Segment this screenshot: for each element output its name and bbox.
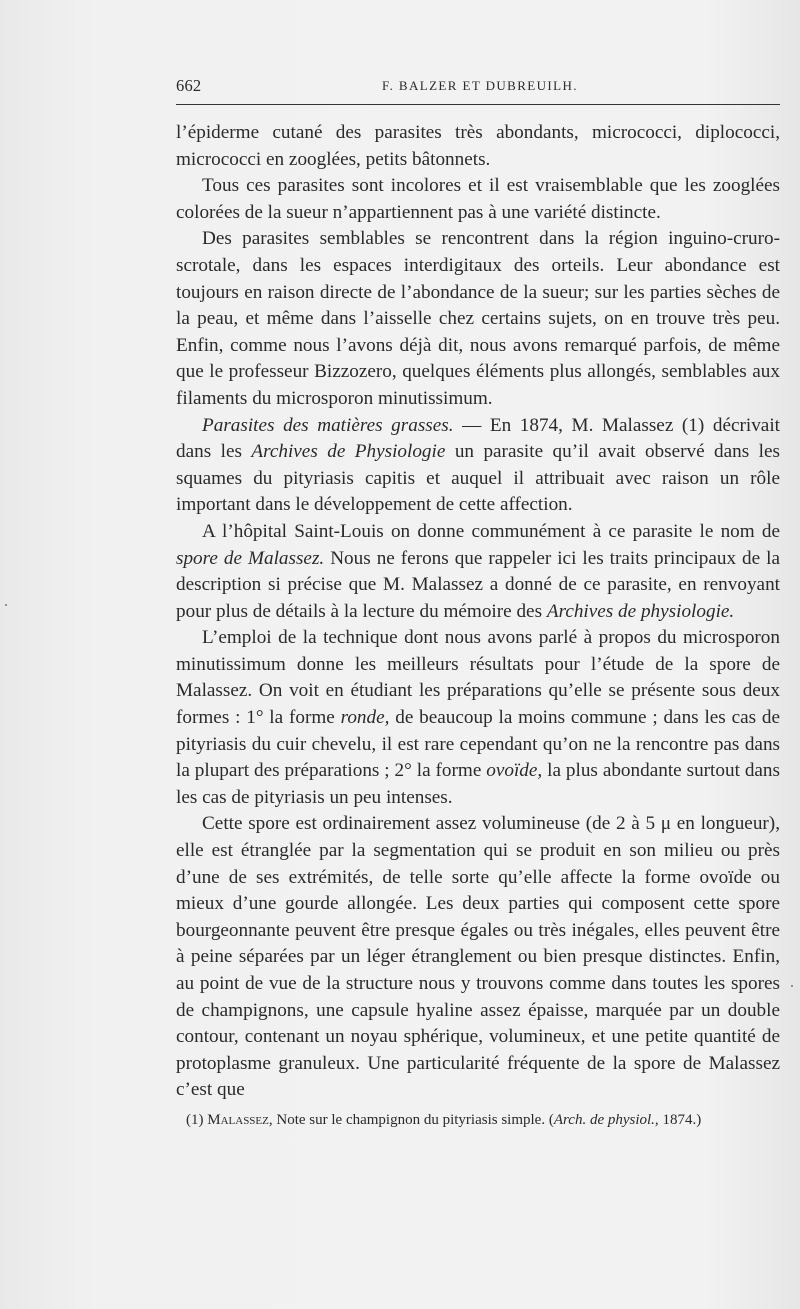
footnote-year: 1874.) — [658, 1112, 702, 1128]
text-run: Nous ne ferons que rappeler ici les traits principaux de la description si précise que M. Malassez a donné de ce parasite, en renvoyant pour plus de détails à la lecture du mémoire des — [176, 547, 780, 622]
paragraph — [176, 811, 780, 1104]
text-run: l’épiderme cutané des parasites très abondants, micrococci, diplococci, micrococci en zooglées, petits bâtonnets. — [176, 122, 780, 170]
text-run: Cette spore est ordinairement assez volumineuse (de 2 à 5 μ en longueur), elle est étranglée par la segmentation qui se produit en son milieu ou près d’une de ses extrémités, de telle sorte qu’elle affecte la forme ovoïde ou mieux d’une gourde allongée. Les deux parties qui composent cette spore bourgeonnante peuvent être presque égales ou très inégales, elles peuvent être à peine séparées par un léger étranglement ou bien presque distinctes. Enfin, au point de vue de la structure nous y trouvons comme dans toutes les spores de champignons, une capsule hyaline assez épaisse, marquée par un double contour, contenant un noyau sphérique, volumineux, et une petite quantité de protoplasme granuleux. Une particularité fréquente de la spore de Malassez c’est que — [176, 813, 780, 1101]
paragraph — [176, 226, 780, 412]
footnote-author: Malassez, — [207, 1112, 273, 1128]
running-head: F. BALZER ET DUBREUILH. — [382, 78, 578, 93]
text-run: la plus abondante surtout dans les cas de pityriasis un peu intenses. — [176, 760, 780, 808]
page-speck — [791, 985, 793, 987]
footnote-text: Note sur le champignon du pityriasis simple. ( — [272, 1112, 554, 1128]
paragraph — [176, 625, 780, 811]
italic-text: Parasites des matières grasses. — [202, 414, 454, 436]
italic-text: Archives de Physiologie — [251, 441, 446, 463]
paragraph — [176, 413, 780, 519]
italic-text: ronde, — [340, 707, 390, 729]
text-run: A l’hôpital Saint-Louis on donne communément à ce parasite le nom de — [202, 520, 780, 542]
page-speck — [5, 604, 7, 606]
text-run: de beaucoup la moins commune ; dans les cas de pityriasis du cuir chevelu, il est rare cependant qu’on ne la rencontre pas dans la plupart des préparations ; 2° la forme — [176, 707, 780, 782]
body-text — [176, 120, 780, 1104]
text-run: Tous ces parasites sont incolores et il est vraisemblable que les zooglées colorées de la sueur n’appartiennent pas à une variété distincte. — [176, 175, 780, 223]
paragraph — [176, 120, 780, 173]
text-run: L’emploi de la technique dont nous avons parlé à propos du microsporon minutissimum donne les meilleurs résultats pour l’étude de la spore de Malassez. On voit en étudiant les préparations qu’elle se présente sous deux formes : 1° la forme — [176, 627, 780, 729]
paragraph — [176, 173, 780, 226]
text-run: Des parasites semblables se rencontrent dans la région inguino-cruro-scrotale, dans les espaces interdigitaux des orteils. Leur abondance est toujours en raison directe de l’abondance de la sueur; sur les parties sèches de la peau, et même dans l’aisselle chez certains sujets, on en trouve très peu. Enfin, comme nous l’avons déjà dit, nous avons remarqué parfois, de même que le professeur Bizzozero, quelques éléments plus allongés, semblables aux filaments du microsporon minutissimum. — [176, 228, 780, 409]
text-run: — En 1874, M. Malassez (1) décrivait dans les — [176, 414, 780, 463]
paragraph — [176, 519, 780, 625]
text-run: un parasite qu’il avait observé dans les squames du pityriasis capitis et auquel il attribuait avec raison un rôle important dans le développement de cette affection. — [176, 441, 780, 516]
footnote-source: Arch. de physiol., — [553, 1112, 659, 1128]
italic-text: Archives de physiologie. — [546, 600, 735, 622]
page-header — [176, 74, 780, 100]
italic-text: ovoïde, — [486, 760, 543, 782]
footnote — [176, 1110, 780, 1130]
footnote-number: (1) — [186, 1112, 204, 1128]
page-number: 662 — [176, 76, 202, 95]
italic-text: spore de Malassez. — [176, 547, 325, 569]
header-rule — [176, 104, 780, 105]
